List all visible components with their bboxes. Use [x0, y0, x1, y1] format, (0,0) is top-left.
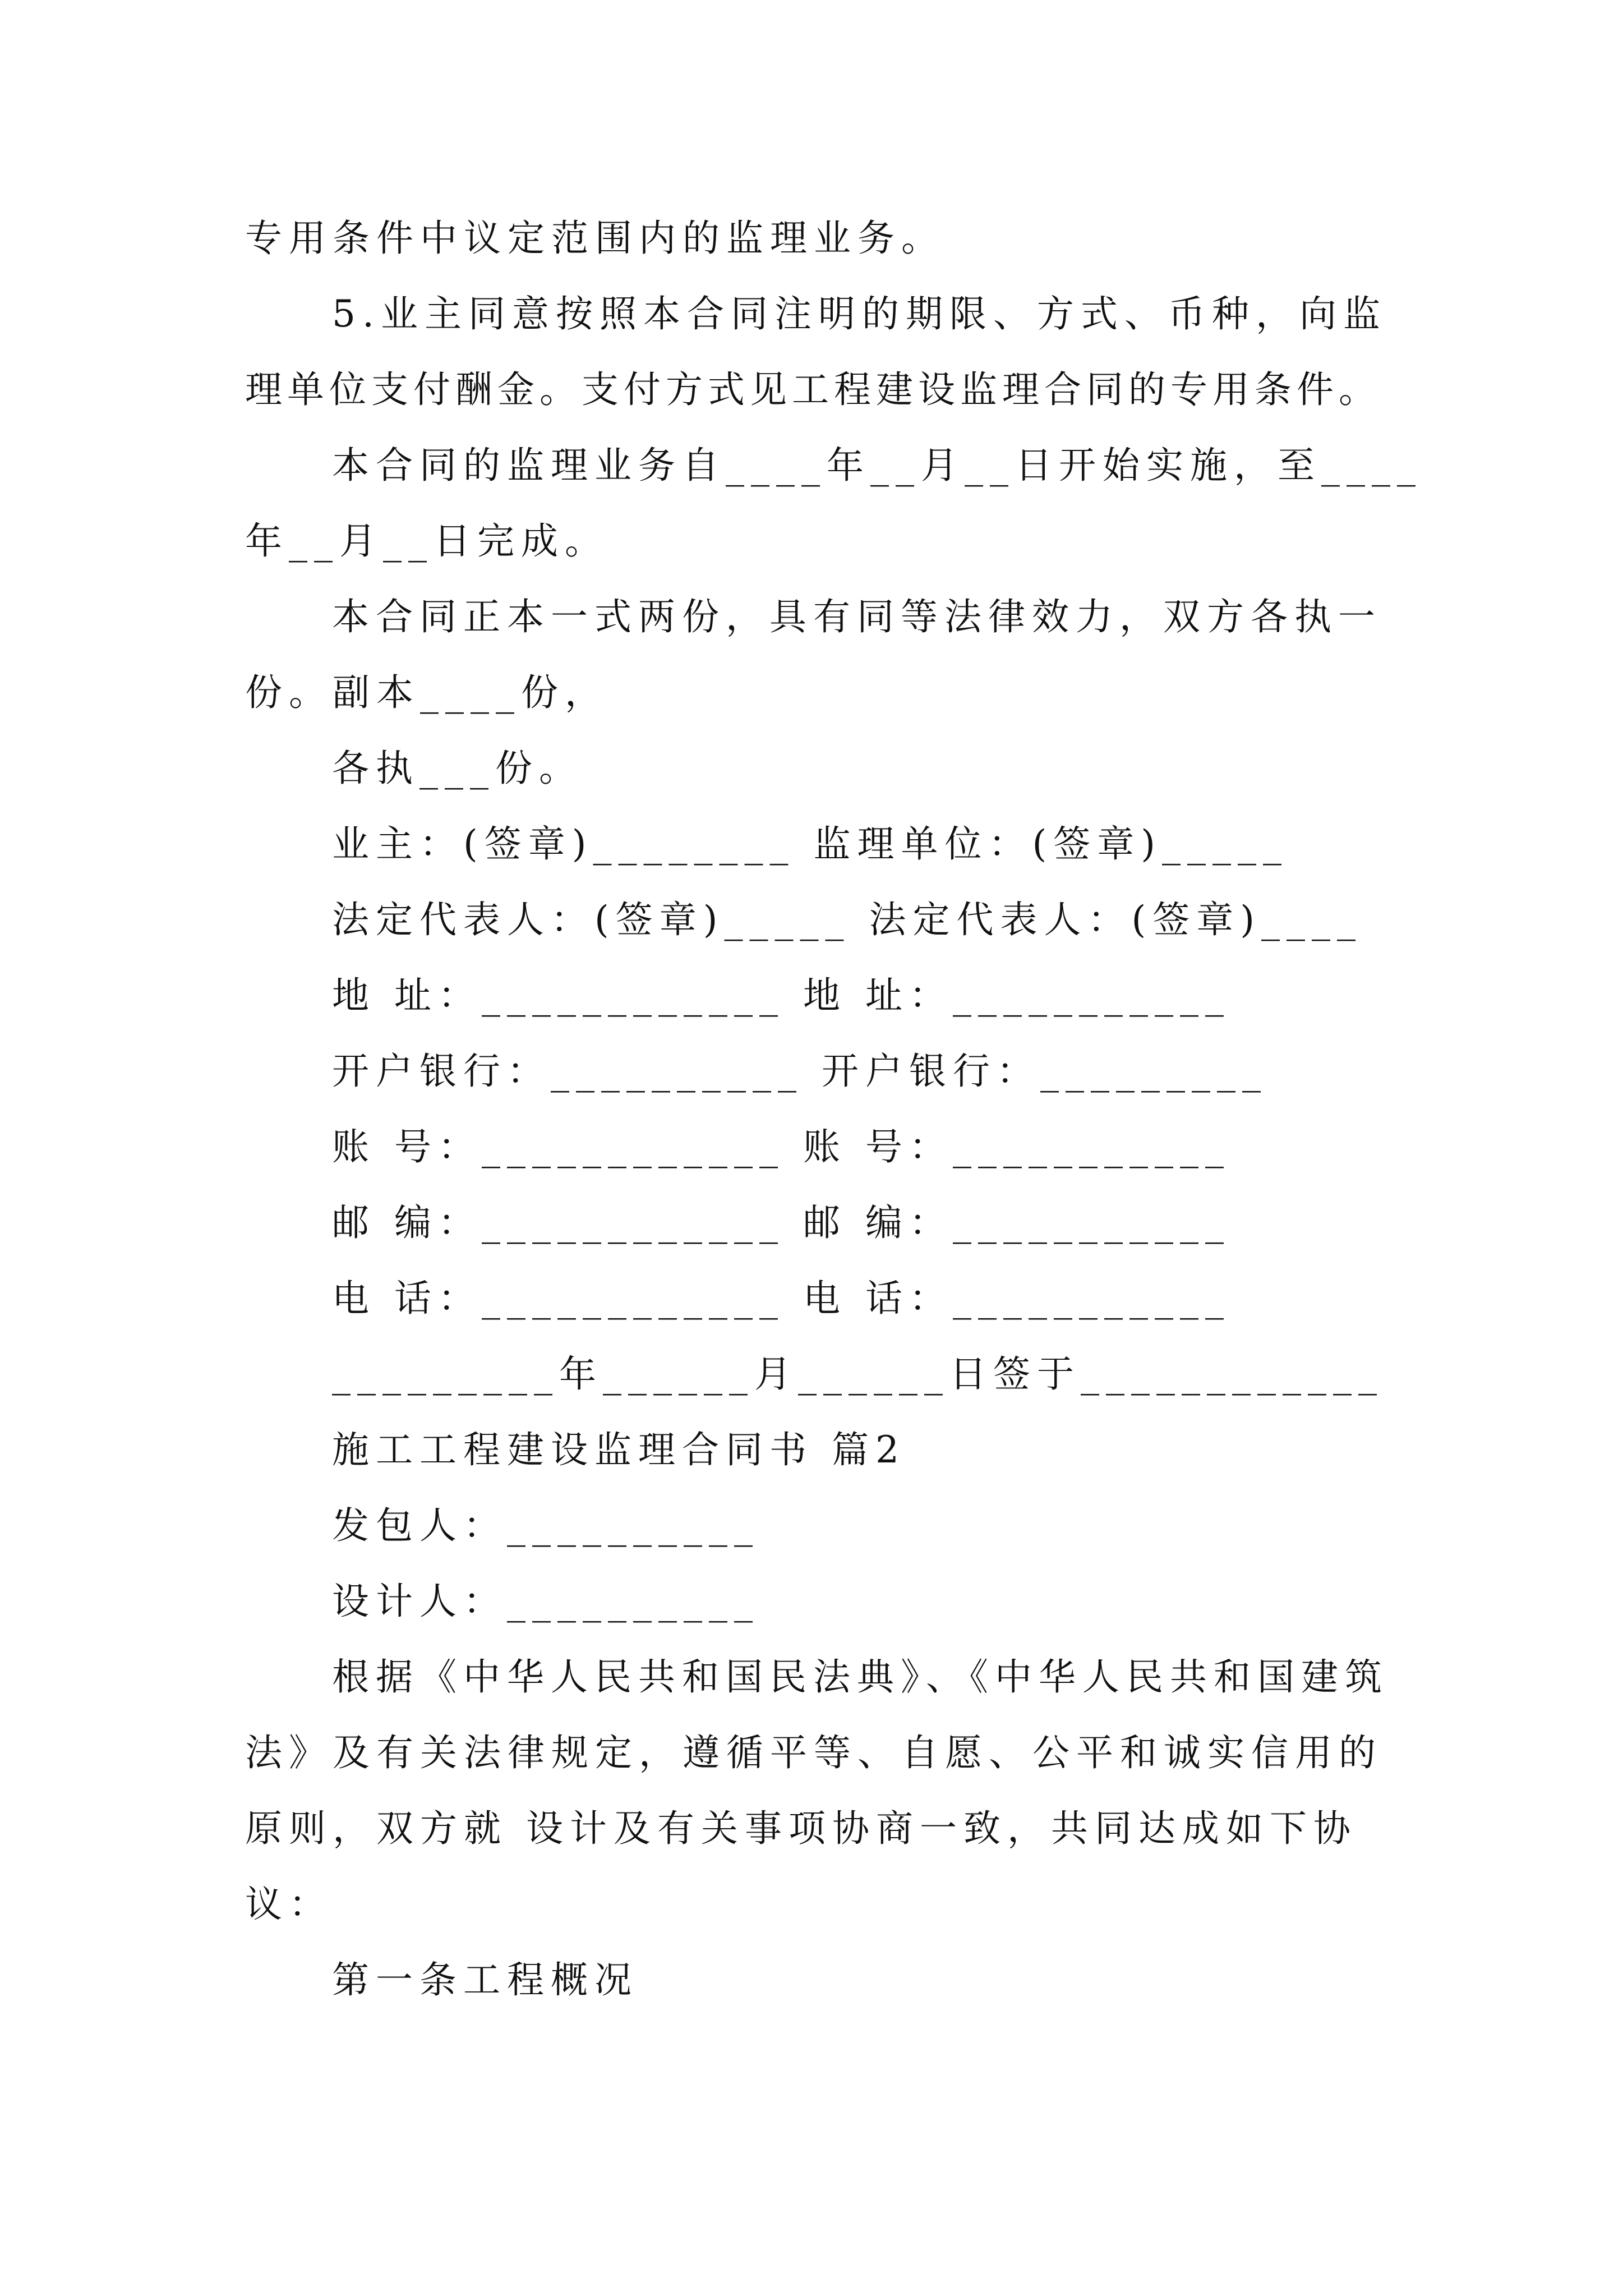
text-line-12: 开户银行：__________ 开户银行：_________ [332, 1050, 1267, 1093]
text-line-16: _________年______月______日签于____________ [332, 1352, 1384, 1396]
text-line-19: 设计人：__________ [332, 1580, 759, 1623]
section-heading: 施工工程建设监理合同书 篇2 [332, 1428, 906, 1471]
text-line-1: 专用条件中议定范围内的监理业务。 [245, 217, 945, 260]
text-line-7: 份。副本____份， [245, 671, 608, 714]
text-line-3: 理单位支付酬金。支付方式见工程建设监理合同的专用条件。 [245, 368, 1381, 411]
text-line-23: 议： [245, 1883, 333, 1926]
text-line-5: 年__月__日完成。 [245, 519, 608, 563]
text-line-9: 业主：(签章)________ 监理单位：(签章)_____ [332, 822, 1288, 866]
text-line-20: 根据《中华人民共和国民法典》、《中华人民共和国建筑 [332, 1655, 1389, 1699]
text-line-10: 法定代表人：(签章)_____ 法定代表人：(签章)____ [332, 898, 1362, 941]
article-heading: 第一条工程概况 [332, 1958, 638, 2001]
text-line-8: 各执___份。 [332, 747, 583, 790]
text-line-15: 电 话：____________ 电 话：___________ [332, 1277, 1230, 1320]
text-line-6: 本合同正本一式两份，具有同等法律效力，双方各执一 [332, 595, 1382, 638]
text-line-21: 法》及有关法律规定，遵循平等、自愿、公平和诚实信用的 [245, 1731, 1382, 1774]
text-line-14: 邮 编：____________ 邮 编：___________ [332, 1201, 1230, 1244]
text-line-13: 账 号：____________ 账 号：___________ [332, 1125, 1230, 1168]
text-line-4: 本合同的监理业务自____年__月__日开始实施，至____ [332, 444, 1422, 487]
text-line-22: 原则，双方就 设计及有关事项协商一致，共同达成如下协 [245, 1807, 1357, 1850]
text-line-11: 地 址：____________ 地 址：___________ [332, 974, 1230, 1017]
text-line-2: 5.业主同意按照本合同注明的期限、方式、币种，向监 [332, 292, 1387, 335]
text-line-18: 发包人：__________ [332, 1504, 759, 1547]
